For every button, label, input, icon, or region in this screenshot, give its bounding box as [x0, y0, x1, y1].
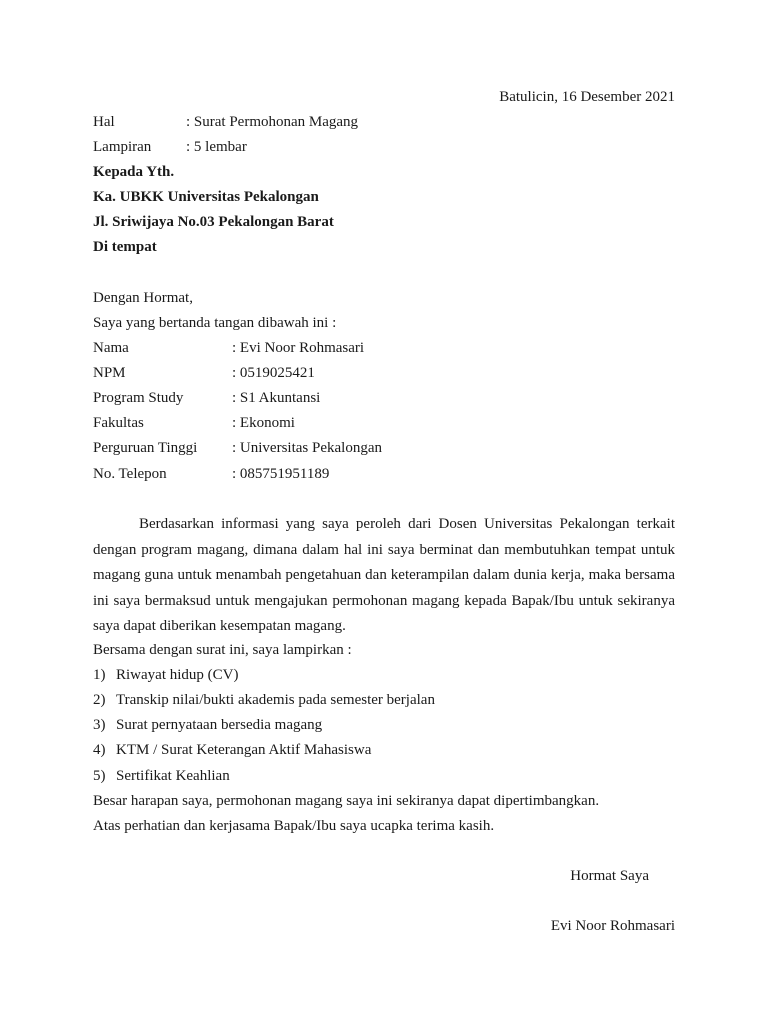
identity-label: Perguruan Tinggi	[93, 440, 198, 456]
attachments-intro: Bersama dengan surat ini, saya lampirkan :	[93, 642, 352, 658]
attachment-number: 1)	[93, 667, 106, 683]
attachment-text: Transkip nilai/bukti akademis pada semester berjalan	[116, 692, 435, 708]
subject-label: Hal	[93, 114, 115, 130]
recipient-line-2: Ka. UBKK Universitas Pekalongan	[93, 189, 319, 205]
signoff: Hormat Saya	[570, 868, 649, 884]
attachment-text: KTM / Surat Keterangan Aktif Mahasiswa	[116, 742, 372, 758]
attachment-count-row	[93, 137, 247, 157]
identity-value: : Universitas Pekalongan	[232, 440, 382, 456]
attachment-text: Sertifikat Keahlian	[116, 768, 230, 784]
attachment-item	[93, 690, 435, 710]
identity-row	[93, 388, 320, 408]
subject-row	[93, 112, 358, 132]
identity-label: Program Study	[93, 390, 184, 406]
attachment-text: Surat pernyataan bersedia magang	[116, 717, 323, 733]
identity-row	[93, 464, 329, 484]
attachment-count-label: Lampiran	[93, 139, 152, 155]
attachment-text: Riwayat hidup (CV)	[116, 667, 239, 683]
identity-label: Fakultas	[93, 415, 144, 431]
identity-value: : Evi Noor Rohmasari	[232, 340, 365, 356]
closing-line-2: Atas perhatian dan kerjasama Bapak/Ibu saya ucapka terima kasih.	[93, 818, 495, 834]
identity-label: No. Telepon	[93, 466, 167, 482]
identity-value: : S1 Akuntansi	[232, 390, 321, 406]
intro-line: Saya yang bertanda tangan dibawah ini :	[93, 315, 337, 331]
attachment-item	[93, 665, 238, 685]
recipient-line-3: Jl. Sriwijaya No.03 Pekalongan Barat	[93, 214, 334, 230]
identity-value: : 085751951189	[232, 466, 330, 482]
identity-row	[93, 413, 295, 433]
identity-label: NPM	[93, 365, 126, 381]
recipient-line-4: Di tempat	[93, 239, 157, 255]
identity-row	[93, 338, 364, 358]
attachment-number: 5)	[93, 768, 106, 784]
attachment-number: 2)	[93, 692, 106, 708]
signer-name: Evi Noor Rohmasari	[550, 918, 675, 934]
attachment-item	[93, 766, 230, 786]
identity-label: Nama	[93, 340, 129, 356]
attachment-number: 4)	[93, 742, 106, 758]
identity-row	[93, 363, 315, 383]
attachment-number: 3)	[93, 717, 106, 733]
recipient-line-1: Kepada Yth.	[93, 164, 175, 180]
attachment-item	[93, 715, 322, 735]
identity-value: : 0519025421	[232, 365, 315, 381]
date-line: Batulicin, 16 Desember 2021	[499, 89, 675, 105]
identity-value: : Ekonomi	[232, 415, 295, 431]
body-paragraph: Berdasarkan informasi yang saya peroleh dari Dosen Universitas Pekalongan terkait dengan program magang, dimana dalam hal ini saya berminat dan membutuhkan tempat untuk magang guna untuk menambah pengetahuan dan keterampilan dalam dunia kerja, maka bersama ini saya bermaksud untuk mengajukan permohonan magang kepada Bapak/Ibu untuk sekiranya saya dapat diberikan kesempatan magang.	[93, 516, 675, 634]
identity-row	[93, 438, 382, 458]
attachment-item	[93, 740, 371, 760]
subject-value: : Surat Permohonan Magang	[186, 114, 359, 130]
closing-line-1: Besar harapan saya, permohonan magang saya ini sekiranya dapat dipertimbangkan.	[93, 793, 600, 809]
attachment-count-value: : 5 lembar	[186, 139, 247, 155]
greeting: Dengan Hormat,	[93, 290, 193, 306]
